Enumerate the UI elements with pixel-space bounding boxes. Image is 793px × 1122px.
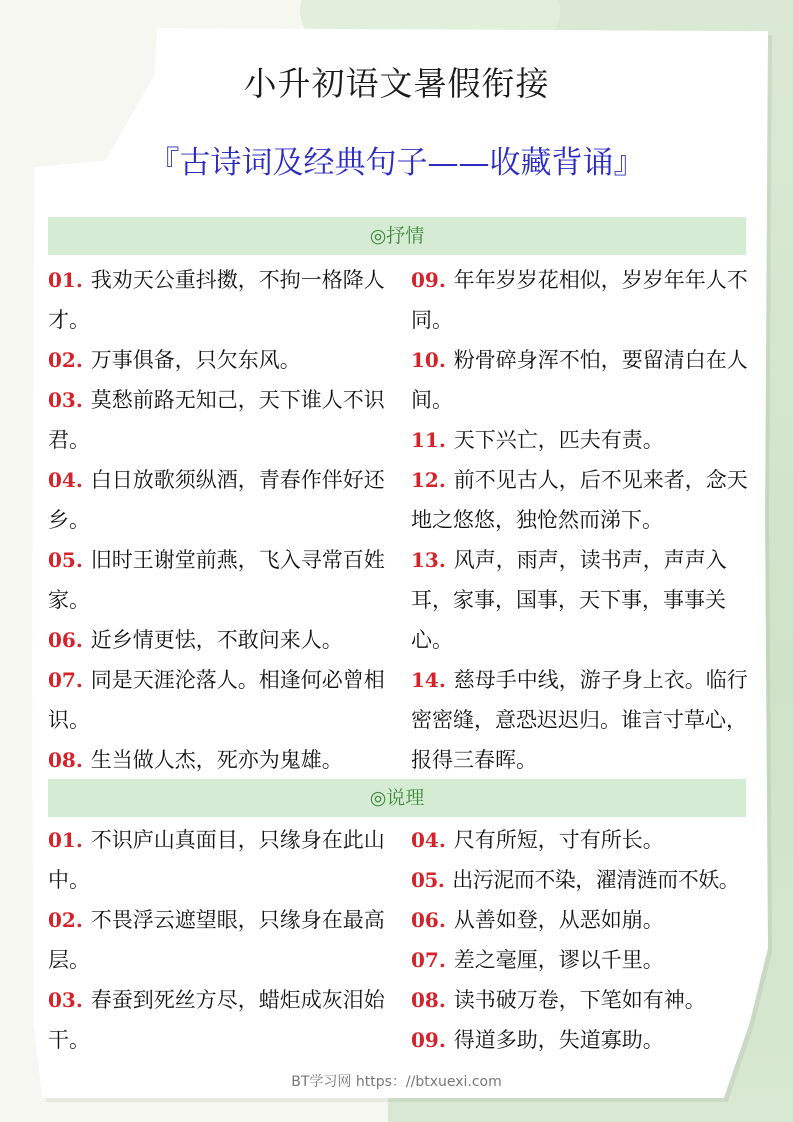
item-text: 生当做人杰，死亦为鬼雄。 — [90, 748, 343, 772]
list-item — [48, 620, 386, 660]
item-text: 我劝天公重抖擞，不拘一格降人才。 — [48, 268, 385, 332]
item-number: 06. — [411, 908, 446, 932]
footer-watermark: BT学习网 https：//btxuexi.com — [291, 1074, 502, 1090]
list-item — [411, 540, 749, 660]
item-text: 近乡情更怯，不敢问来人。 — [90, 628, 343, 652]
item-text: 同是天涯沦落人。相逢何必曾相识。 — [48, 668, 385, 732]
list-item — [48, 820, 386, 900]
reasoning-left-column — [48, 820, 386, 1060]
item-text: 白日放歌须纵酒，青春作伴好还乡。 — [48, 468, 385, 532]
list-item — [48, 260, 386, 340]
item-number: 09. — [411, 268, 446, 292]
item-number: 05. — [48, 548, 83, 572]
item-text: 前不见古人，后不见来者，念天地之悠悠，独怆然而涕下。 — [411, 468, 748, 532]
section-heading-reasoning: ◎说理 — [48, 779, 746, 817]
section-heading-lyrical: ◎抒情 — [48, 217, 746, 255]
item-text: 尺有所短，寸有所长。 — [453, 828, 664, 852]
page-title: 小升初语文暑假衔接 — [243, 64, 550, 103]
item-text: 旧时王谢堂前燕，飞入寻常百姓家。 — [48, 548, 385, 612]
item-text: 不畏浮云遮望眼，只缘身在最高层。 — [48, 908, 385, 972]
item-number: 03. — [48, 388, 83, 412]
item-text: 差之毫厘，谬以千里。 — [453, 948, 664, 972]
list-item — [411, 1020, 756, 1060]
reasoning-right-column — [411, 820, 756, 1060]
list-item — [411, 420, 749, 460]
item-text: 春蚕到死丝方尽，蜡炬成灰泪始干。 — [48, 988, 385, 1052]
item-text: 慈母手中线，游子身上衣。临行密密缝，意恐迟迟归。谁言寸草心，报得三春晖。 — [411, 668, 748, 772]
page-subtitle: 『古诗词及经典句子——收藏背诵』 — [148, 145, 645, 181]
list-item — [411, 260, 749, 340]
item-number: 01. — [48, 828, 83, 852]
item-text: 天下兴亡，匹夫有责。 — [453, 428, 664, 452]
list-item — [48, 460, 386, 540]
item-text: 从善如登，从恶如崩。 — [453, 908, 664, 932]
lyrical-right-column — [411, 260, 749, 780]
list-item — [411, 900, 756, 940]
item-text: 粉骨碎身浑不怕，要留清白在人间。 — [411, 348, 748, 412]
list-item — [411, 980, 756, 1020]
item-number: 12. — [411, 468, 446, 492]
list-item — [48, 340, 386, 380]
item-number: 06. — [48, 628, 83, 652]
item-number: 05. — [411, 868, 445, 892]
item-number: 08. — [48, 748, 83, 772]
item-number: 02. — [48, 908, 83, 932]
item-number: 04. — [411, 828, 446, 852]
item-number: 02. — [48, 348, 83, 372]
list-item — [48, 900, 386, 980]
list-item — [411, 940, 756, 980]
list-item — [48, 540, 386, 620]
item-number: 09. — [411, 1028, 446, 1052]
item-number: 07. — [48, 668, 83, 692]
item-text: 出污泥而不染，濯清涟而不妖。 — [452, 868, 740, 892]
item-number: 14. — [411, 668, 446, 692]
item-number: 01. — [48, 268, 83, 292]
item-number: 13. — [411, 548, 446, 572]
list-item — [48, 380, 386, 460]
item-number: 03. — [48, 988, 83, 1012]
item-number: 11. — [411, 428, 446, 452]
item-text: 得道多助，失道寡助。 — [453, 1028, 664, 1052]
item-number: 07. — [411, 948, 446, 972]
list-item — [48, 980, 386, 1060]
item-text: 风声，雨声，读书声，声声入耳，家事，国事，天下事，事事关心。 — [411, 548, 727, 652]
item-text: 年年岁岁花相似，岁岁年年人不同。 — [411, 268, 748, 332]
list-item — [411, 860, 756, 900]
item-number: 08. — [411, 988, 446, 1012]
list-item — [411, 460, 749, 540]
list-item — [411, 660, 749, 780]
list-item — [48, 660, 386, 740]
item-number: 10. — [411, 348, 446, 372]
list-item — [411, 340, 749, 420]
item-number: 04. — [48, 468, 83, 492]
item-text: 万事俱备，只欠东风。 — [90, 348, 301, 372]
list-item — [48, 740, 386, 780]
item-text: 莫愁前路无知己，天下谁人不识君。 — [48, 388, 385, 452]
item-text: 读书破万卷，下笔如有神。 — [453, 988, 706, 1012]
item-text: 不识庐山真面目，只缘身在此山中。 — [48, 828, 385, 892]
lyrical-left-column — [48, 260, 386, 780]
list-item — [411, 820, 756, 860]
